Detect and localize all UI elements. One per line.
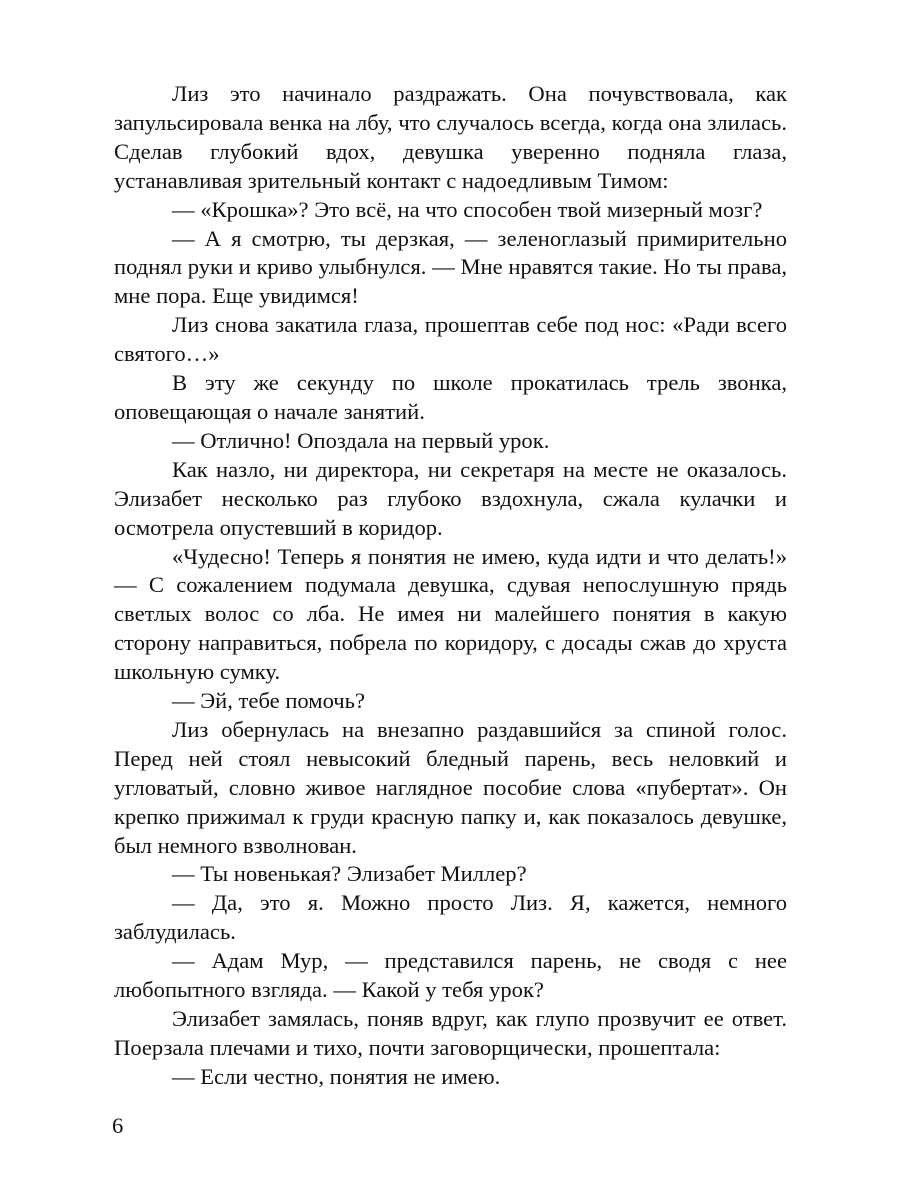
paragraph: — Отлично! Опоздала на первый урок. <box>172 427 550 453</box>
paragraph: Лиз снова закатила глаза, прошептав себе под нос: «Ради всего святого…» <box>114 312 787 367</box>
paragraph: — Эй, тебе помочь? <box>172 688 365 714</box>
paragraph: — Ты новенькая? Элизабет Миллер? <box>172 861 527 887</box>
paragraph: Как назло, ни директора, ни секретаря на месте не оказалось. Элизабет несколько раз глубоко вздохнула, сжала кулачки и осмотрела опустевший в коридор. <box>114 456 787 540</box>
paragraph: Элизабет замялась, поняв вдруг, как глупо прозвучит ее ответ. Поерзала плечами и тихо, почти заговорщически, прошептала: <box>114 1006 787 1060</box>
paragraph: — А я смотрю, ты дерзкая, — зеленоглазый примирительно поднял руки и криво улыбнулся. — Мне нравятся такие. Но ты права, мне пора. Еще увидимся! <box>114 225 787 309</box>
paragraph: Лиз это начинало раздражать. Она почувствовала, как запульсировала венка на лбу, что случалось всегда, когда она злилась. Сделав глубокий вдох, девушка уверенно подняла глаза, устанавливая зрительный контакт с надоедливым Тимом: <box>114 81 787 193</box>
paragraph: Лиз обернулась на внезапно раздавшийся за спиной голос. Перед ней стоял невысокий бледный парень, весь неловкий и угловатый, словно живое наглядное пособие слова «пубертат». Он крепко прижимал к груди красную папку и, как показалось девушке, был немного взволнован. <box>114 716 787 858</box>
paragraph: — Да, это я. Можно просто Лиз. Я, кажется, немного заблудилась. <box>114 890 787 945</box>
paragraph: В эту же секунду по школе прокатилась трель звонка, оповещающая о начале занятий. <box>114 370 787 424</box>
paragraph: — «Крошка»? Это всё, на что способен твой мизерный мозг? <box>172 196 763 222</box>
paragraph: — Адам Мур, — представился парень, не сводя с нее любопытного взгляда. — Какой у тебя урок? <box>114 948 787 1003</box>
paragraph: — Если честно, понятия не имею. <box>172 1063 501 1089</box>
body-text <box>114 80 787 1092</box>
paragraph: «Чудесно! Теперь я понятия не имею, куда идти и что делать!» — С сожалением подумала девушка, сдувая непослушную прядь светлых волос со лба. Не имея ни малейшего понятия в какую сторону направиться, побрела по коридору, с досады сжав до хруста школьную сумку. <box>114 543 787 685</box>
page-number: 6 <box>112 1113 124 1138</box>
